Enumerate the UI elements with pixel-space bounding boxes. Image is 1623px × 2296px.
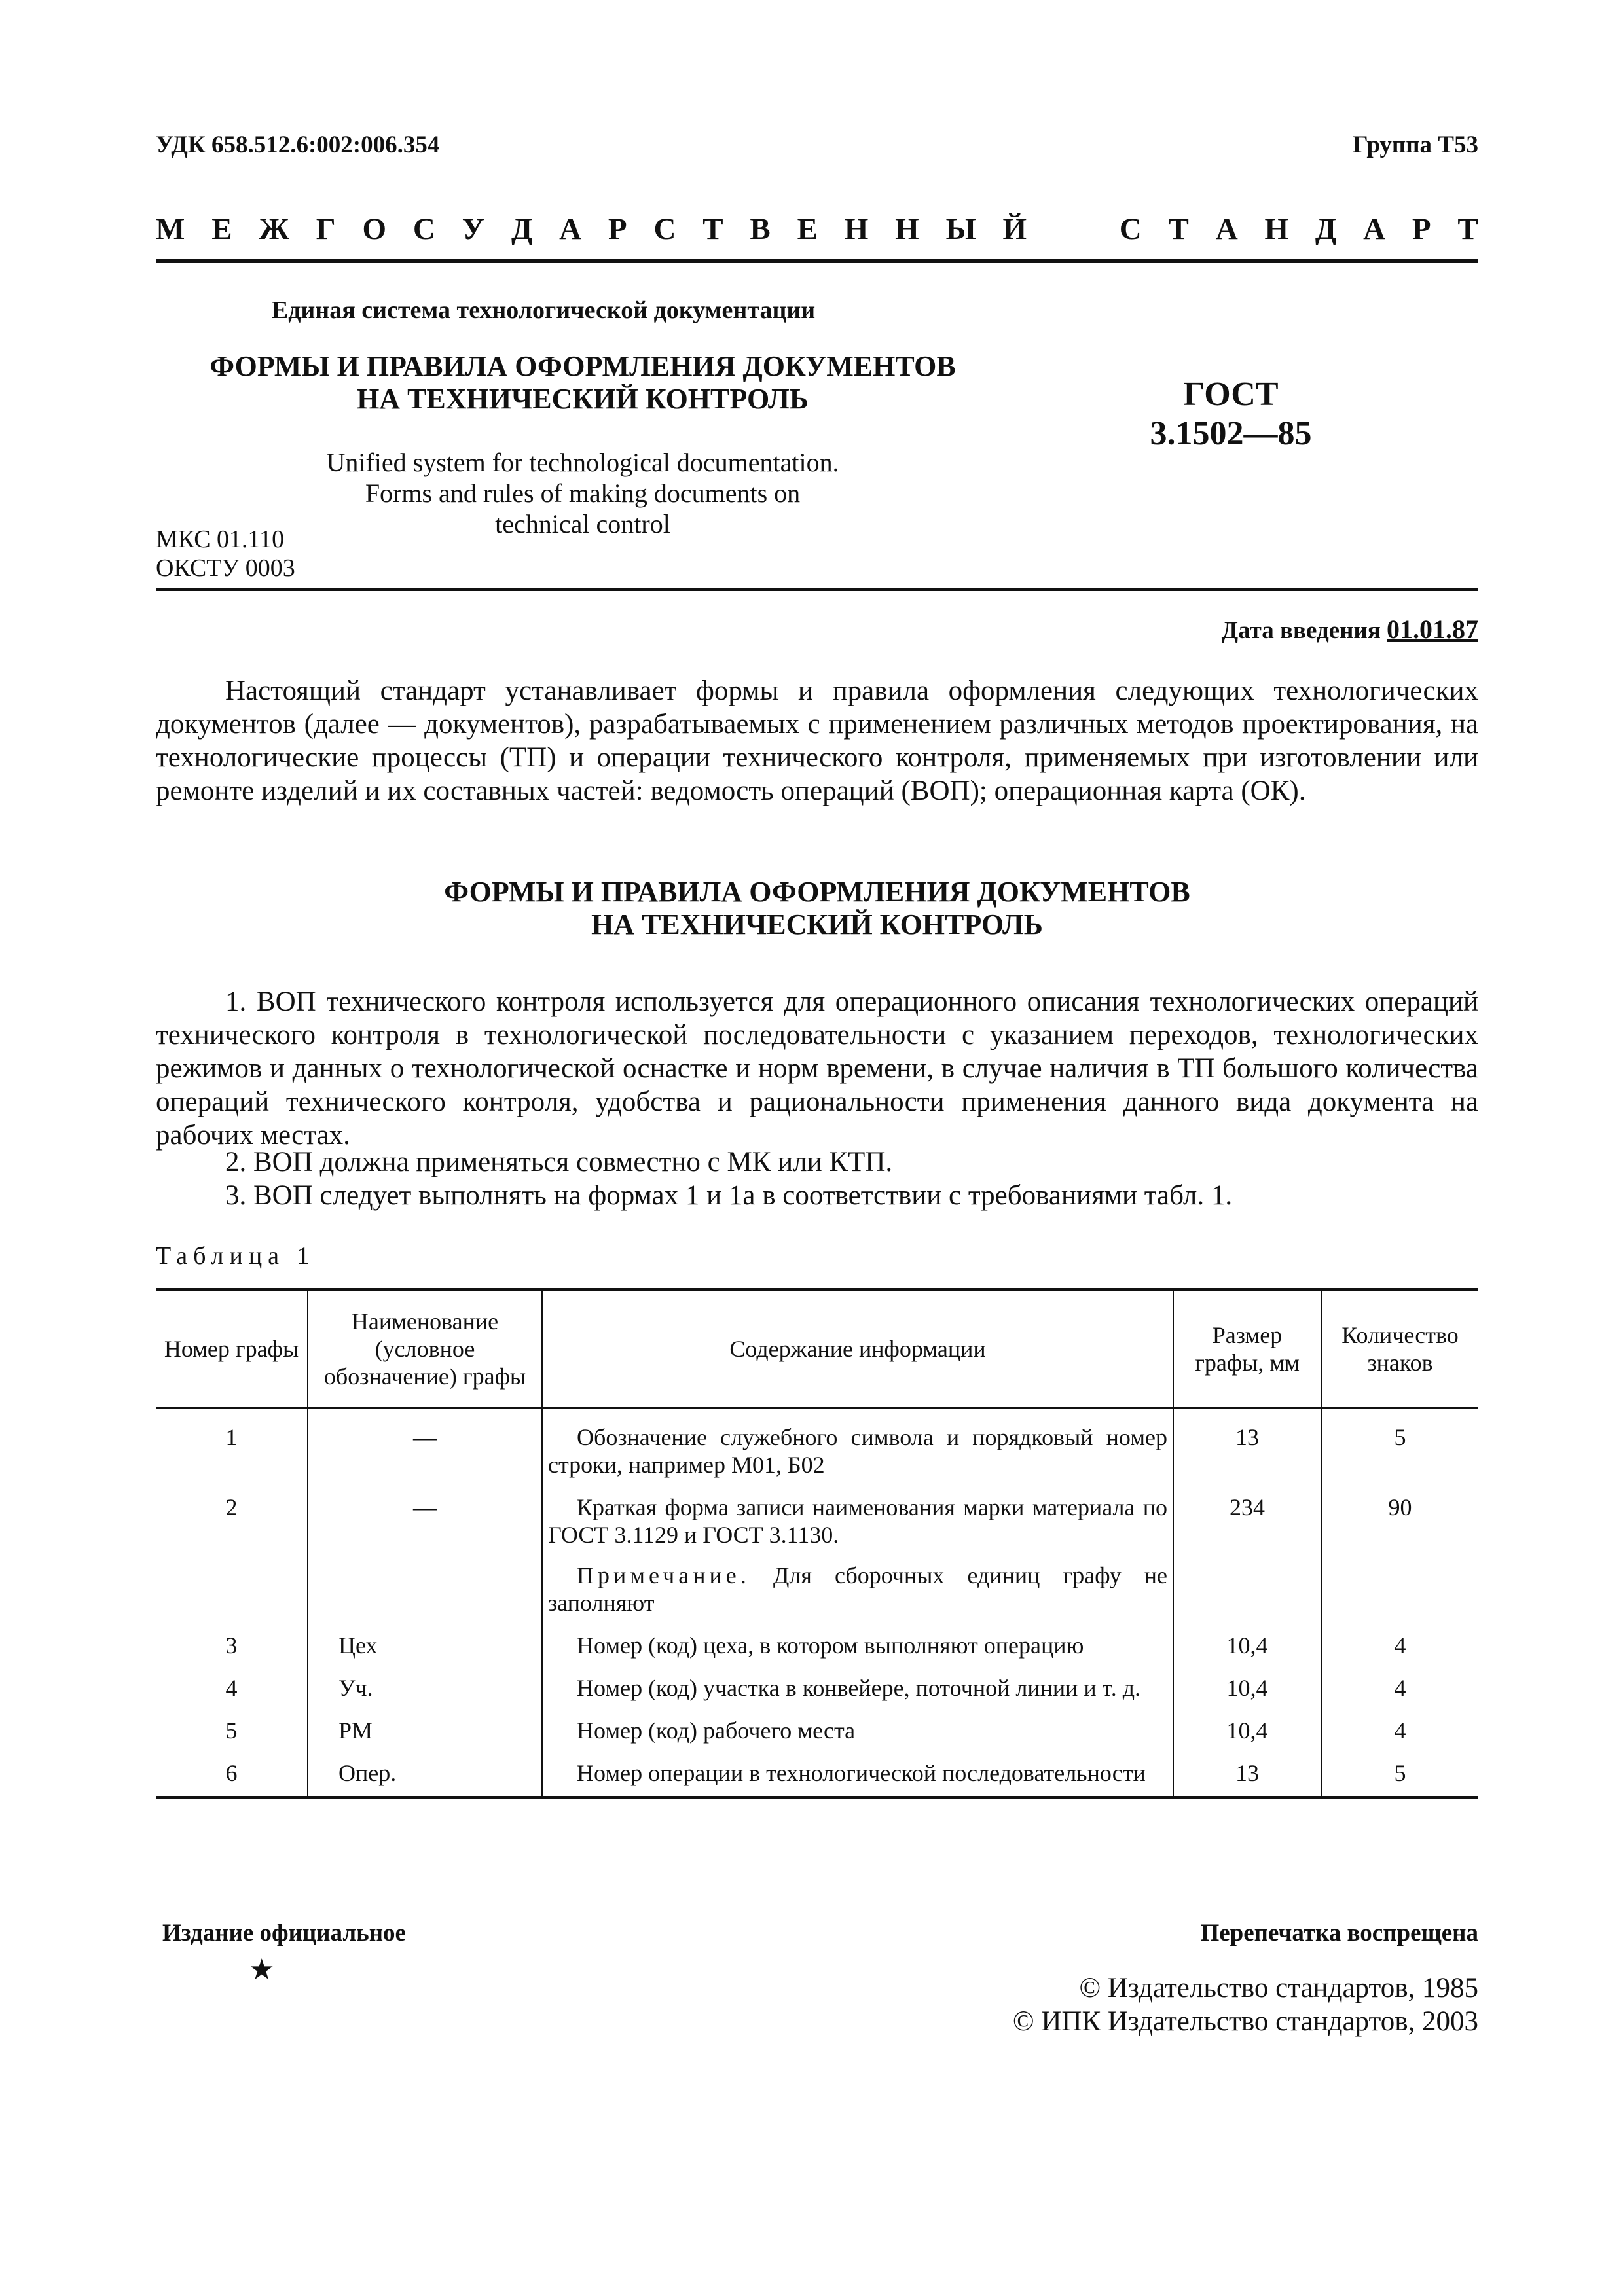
gost-label: ГОСТ [1183,376,1279,413]
col-header-number: Номер графы [156,1289,308,1408]
mks-code: МКС 01.110 [156,526,285,553]
system-name: Единая система технологической документации [271,296,816,324]
cell-number: 5 [225,1717,238,1744]
cell-chars: 4 [1321,1626,1478,1668]
content-text: Обозначение служебного символа и порядковый номер строки, например М01, Б02 [548,1424,1167,1478]
official-edition: Издание официальное [162,1920,406,1946]
introduction-date-value: 01.01.87 [1387,615,1478,644]
banner-letter: Т [702,212,723,246]
cell-name: Уч. [308,1668,542,1711]
banner-letter: С [412,212,435,246]
header-rule [156,259,1478,263]
cell-chars: 5 [1321,1753,1478,1797]
banner-letter: Е [797,212,818,246]
english-title-line-1: Unified system for technological documentation. [326,448,839,477]
content-note: Примечание. Для сборочных единиц графу не заполняют [548,1562,1167,1616]
cell-size: 13 [1173,1753,1321,1797]
okstu-code: ОКСТУ 0003 [156,554,295,582]
content-text: Номер (код) рабочего места [577,1717,856,1744]
banner-letter: В [750,212,771,246]
introduction-date-label: Дата введения [1221,617,1381,644]
clause-1: 1. ВОП технического контроля используется для операционного описания технологических операций технического контроля в технологической последовательности с указанием переходов, технологических режимов и данных о технологической оснастке и норм времени, в случае наличия в ТП большого количества операций технического контроля, удобства и рациональности применения данного вида документа на рабочих местах. [156,986,1478,1151]
table-row [156,1626,1478,1668]
table-row [156,1408,1478,1488]
introduction-date [1222,614,1478,645]
info-table [156,1288,1478,1799]
title-line-2: НА ТЕХНИЧЕСКИЙ КОНТРОЛЬ [357,383,809,415]
english-title-line-3: technical control [495,509,670,539]
table-caption: Таблица 1 [156,1242,316,1270]
content-text: Номер (код) цеха, в котором выполняют операцию [577,1632,1084,1659]
cell-number: 3 [225,1632,238,1659]
table-header-row [156,1289,1478,1408]
table-row [156,1753,1478,1797]
banner-letter: Д [1315,212,1337,246]
cell-chars: 4 [1321,1668,1478,1711]
cell-chars: 90 [1321,1488,1478,1626]
cell-chars: 5 [1321,1408,1478,1488]
banner-letter: Н [895,212,919,246]
star-icon: ★ [249,1954,275,1986]
english-title-line-2: Forms and rules of making documents on [365,478,801,508]
table-row [156,1668,1478,1711]
document-title [157,350,1008,416]
banner-letter: А [1215,212,1238,246]
title-rule [156,588,1478,591]
cell-name: — [308,1408,542,1488]
gost-number: 3.1502—85 [1150,415,1312,452]
content-text: Краткая форма записи наименования марки материала по ГОСТ 3.1129 и ГОСТ 3.1130. [548,1494,1167,1548]
reprint-prohibited: Перепечатка воспрещена [1200,1920,1478,1946]
cell-chars: 4 [1321,1711,1478,1753]
col-header-content: Содержание информации [542,1289,1173,1408]
banner-letter: Ж [259,212,289,246]
banner-letter: О [362,212,386,246]
banner-letter: Й [1002,212,1027,246]
intro-paragraph: Настоящий стандарт устанавливает формы и правила оформления следующих технологических документов (далее — документов), разрабатываемых с применением различных методов проектирования, на технологические процессы (ТП) и операции технического контроля, применяемых при изготовлении или ремонте изделий и их составных частей: ведомость операций (ВОП); операционная карта (ОК). [156,675,1478,806]
cell-content [542,1753,1173,1797]
banner-letter: С [1119,212,1142,246]
banner-letter: Р [1412,212,1431,246]
section-heading [156,876,1478,941]
content-text: Номер (код) участка в конвейере, поточной линии и т. д. [577,1675,1141,1701]
section-heading-line-1: ФОРМЫ И ПРАВИЛА ОФОРМЛЕНИЯ ДОКУМЕНТОВ [444,876,1190,908]
section-heading-line-2: НА ТЕХНИЧЕСКИЙ КОНТРОЛЬ [591,908,1043,941]
banner-letter: С [653,212,676,246]
clause-2: 2. ВОП должна применяться совместно с МК или КТП. [225,1147,893,1177]
banner-letter: А [559,212,582,246]
cell-size: 234 [1173,1488,1321,1626]
copyright-block [1013,1971,1478,2038]
cell-content [542,1488,1173,1626]
col-header-name: Наименование (условное обозначение) графы [308,1289,542,1408]
udk-code: УДК 658.512.6:002:006.354 [156,132,440,158]
cell-content [542,1408,1173,1488]
cell-number: 2 [225,1494,238,1520]
gost-designation [1061,375,1401,454]
banner-letter: Е [211,212,232,246]
clause-3: 3. ВОП следует выполнять на формах 1 и 1а в соответствии с требованиями табл. 1. [225,1180,1233,1211]
banner-word-gap [1053,211,1093,247]
banner-letter: М [156,212,185,246]
cell-name: — [308,1488,542,1626]
banner-letter: Д [511,212,533,246]
col-header-size: Размер графы, мм [1173,1289,1321,1408]
banner-letter: А [1363,212,1386,246]
banner-letter: Т [1457,212,1478,246]
banner-letter: Н [1264,212,1289,246]
banner-letter: Ы [945,212,976,246]
cell-number: 1 [225,1424,238,1450]
copyright-2003: © ИПК Издательство стандартов, 2003 [1012,2006,1478,2037]
banner-letter: Т [1168,212,1189,246]
banner-letter: Р [608,212,627,246]
table-row [156,1711,1478,1753]
banner-letter: Н [844,212,869,246]
interstate-standard-banner [156,211,1478,247]
content-text: Номер операции в технологической последовательности [577,1760,1146,1786]
cell-number: 6 [156,1753,308,1797]
cell-size: 10,4 [1173,1668,1321,1711]
cell-name: РМ [308,1711,542,1753]
cell-content [542,1711,1173,1753]
copyright-1985: © Издательство стандартов, 1985 [1079,1973,1478,2003]
cell-content [542,1626,1173,1668]
cell-content [542,1668,1173,1711]
classification-codes [156,525,295,583]
group-code: Группа Т53 [1353,132,1478,158]
cell-size: 10,4 [1173,1711,1321,1753]
title-line-1: ФОРМЫ И ПРАВИЛА ОФОРМЛЕНИЯ ДОКУМЕНТОВ [210,350,956,382]
cell-number: 4 [225,1675,238,1701]
cell-size: 10,4 [1173,1626,1321,1668]
cell-name: Опер. [308,1753,542,1797]
table-row [156,1488,1478,1626]
banner-letter: У [462,212,485,246]
cell-size: 13 [1173,1408,1321,1488]
english-title [262,447,903,539]
col-header-chars: Количество знаков [1321,1289,1478,1408]
banner-letter: Г [316,212,336,246]
cell-name: Цех [308,1626,542,1668]
